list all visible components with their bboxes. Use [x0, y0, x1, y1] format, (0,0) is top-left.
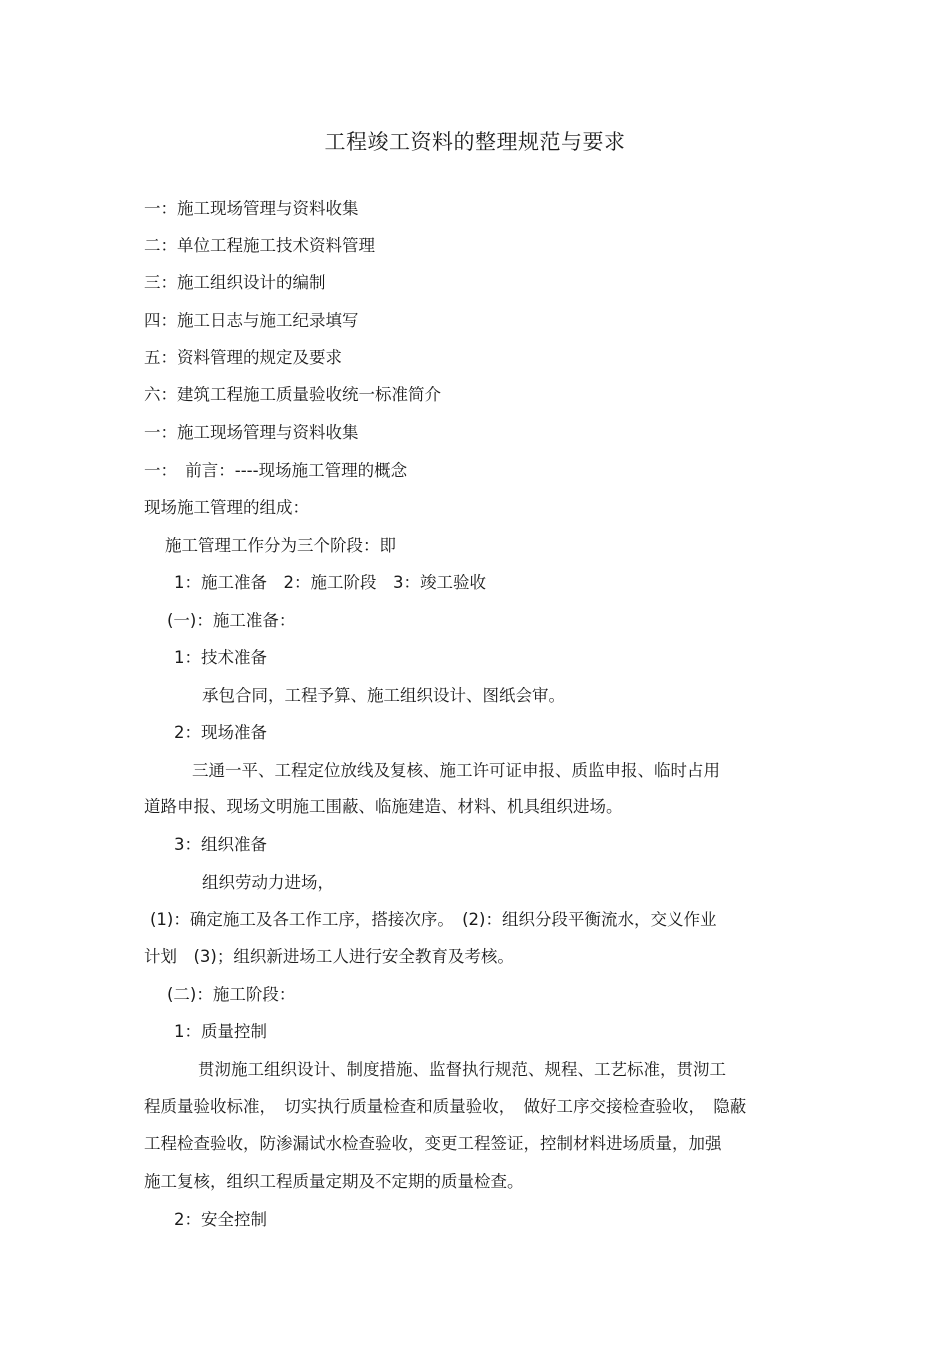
quality-body-line-4: 施工复核，组织工程质量定期及不定期的质量检查。 — [144, 1172, 524, 1191]
section-heading: 一：施工现场管理与资料收集 — [144, 423, 359, 442]
quality-body-line-3: 工程检查验收，防渗漏试水检查验收，变更工程签证，控制材料进场质量，加强 — [144, 1134, 722, 1153]
tech-prep-body: 承包合同，工程予算、施工组织设计、图纸会审。 — [202, 686, 565, 705]
org-prep-heading: 3：组织准备 — [174, 835, 267, 854]
quality-body-line-1: 贯沏施工组织设计、制度措施、监督执行规范、规程、工艺标准，贯沏工 — [198, 1060, 726, 1079]
site-prep-body-line-2: 道路申报、现场文明施工围蔽、临施建造、材料、机具组织进场。 — [144, 797, 623, 816]
safety-control-heading: 2：安全控制 — [174, 1210, 267, 1229]
stages-list: 1：施工准备 2：施工阶段 3：竣工验收 — [174, 573, 486, 592]
document-title: 工程竣工资料的整理规范与要求 — [324, 130, 626, 154]
intro-line: 一： 前言：----现场施工管理的概念 — [144, 461, 408, 480]
quality-control-heading: 1：质量控制 — [174, 1022, 267, 1041]
org-prep-body-line-0: 组织劳动力进场， — [202, 873, 334, 892]
toc-item-4: 四：施工日志与施工纪录填写 — [144, 311, 359, 330]
construction-heading: (二)：施工阶段： — [167, 985, 296, 1004]
site-prep-body-line-1: 三通一平、工程定位放线及复核、施工许可证申报、质监申报、临时占用 — [192, 761, 720, 780]
toc-item-3: 三：施工组织设计的编制 — [144, 273, 326, 292]
tech-prep-heading: 1：技术准备 — [174, 648, 267, 667]
stages-intro: 施工管理工作分为三个阶段：即 — [165, 536, 396, 555]
prep-heading: (一)：施工准备： — [167, 611, 296, 630]
toc-item-5: 五：资料管理的规定及要求 — [144, 348, 342, 367]
composition-heading: 现场施工管理的组成： — [144, 498, 309, 517]
toc-item-1: 一：施工现场管理与资料收集 — [144, 199, 359, 218]
site-prep-heading: 2：现场准备 — [174, 723, 267, 742]
org-prep-body-line-1: (1)：确定施工及各工作工序，搭接次序。 (2)：组织分段平衡流水，交义作业 — [150, 910, 717, 929]
quality-body-line-2: 程质量验收标准， 切实执行质量检查和质量验收， 做好工序交接检查验收， 隐蔽 — [144, 1097, 747, 1116]
toc-item-6: 六：建筑工程施工质量验收统一标准简介 — [144, 385, 441, 404]
org-prep-body-line-2: 计划 (3)；组织新进场工人进行安全教育及考核。 — [144, 947, 514, 966]
toc-item-2: 二：单位工程施工技术资料管理 — [144, 236, 375, 255]
